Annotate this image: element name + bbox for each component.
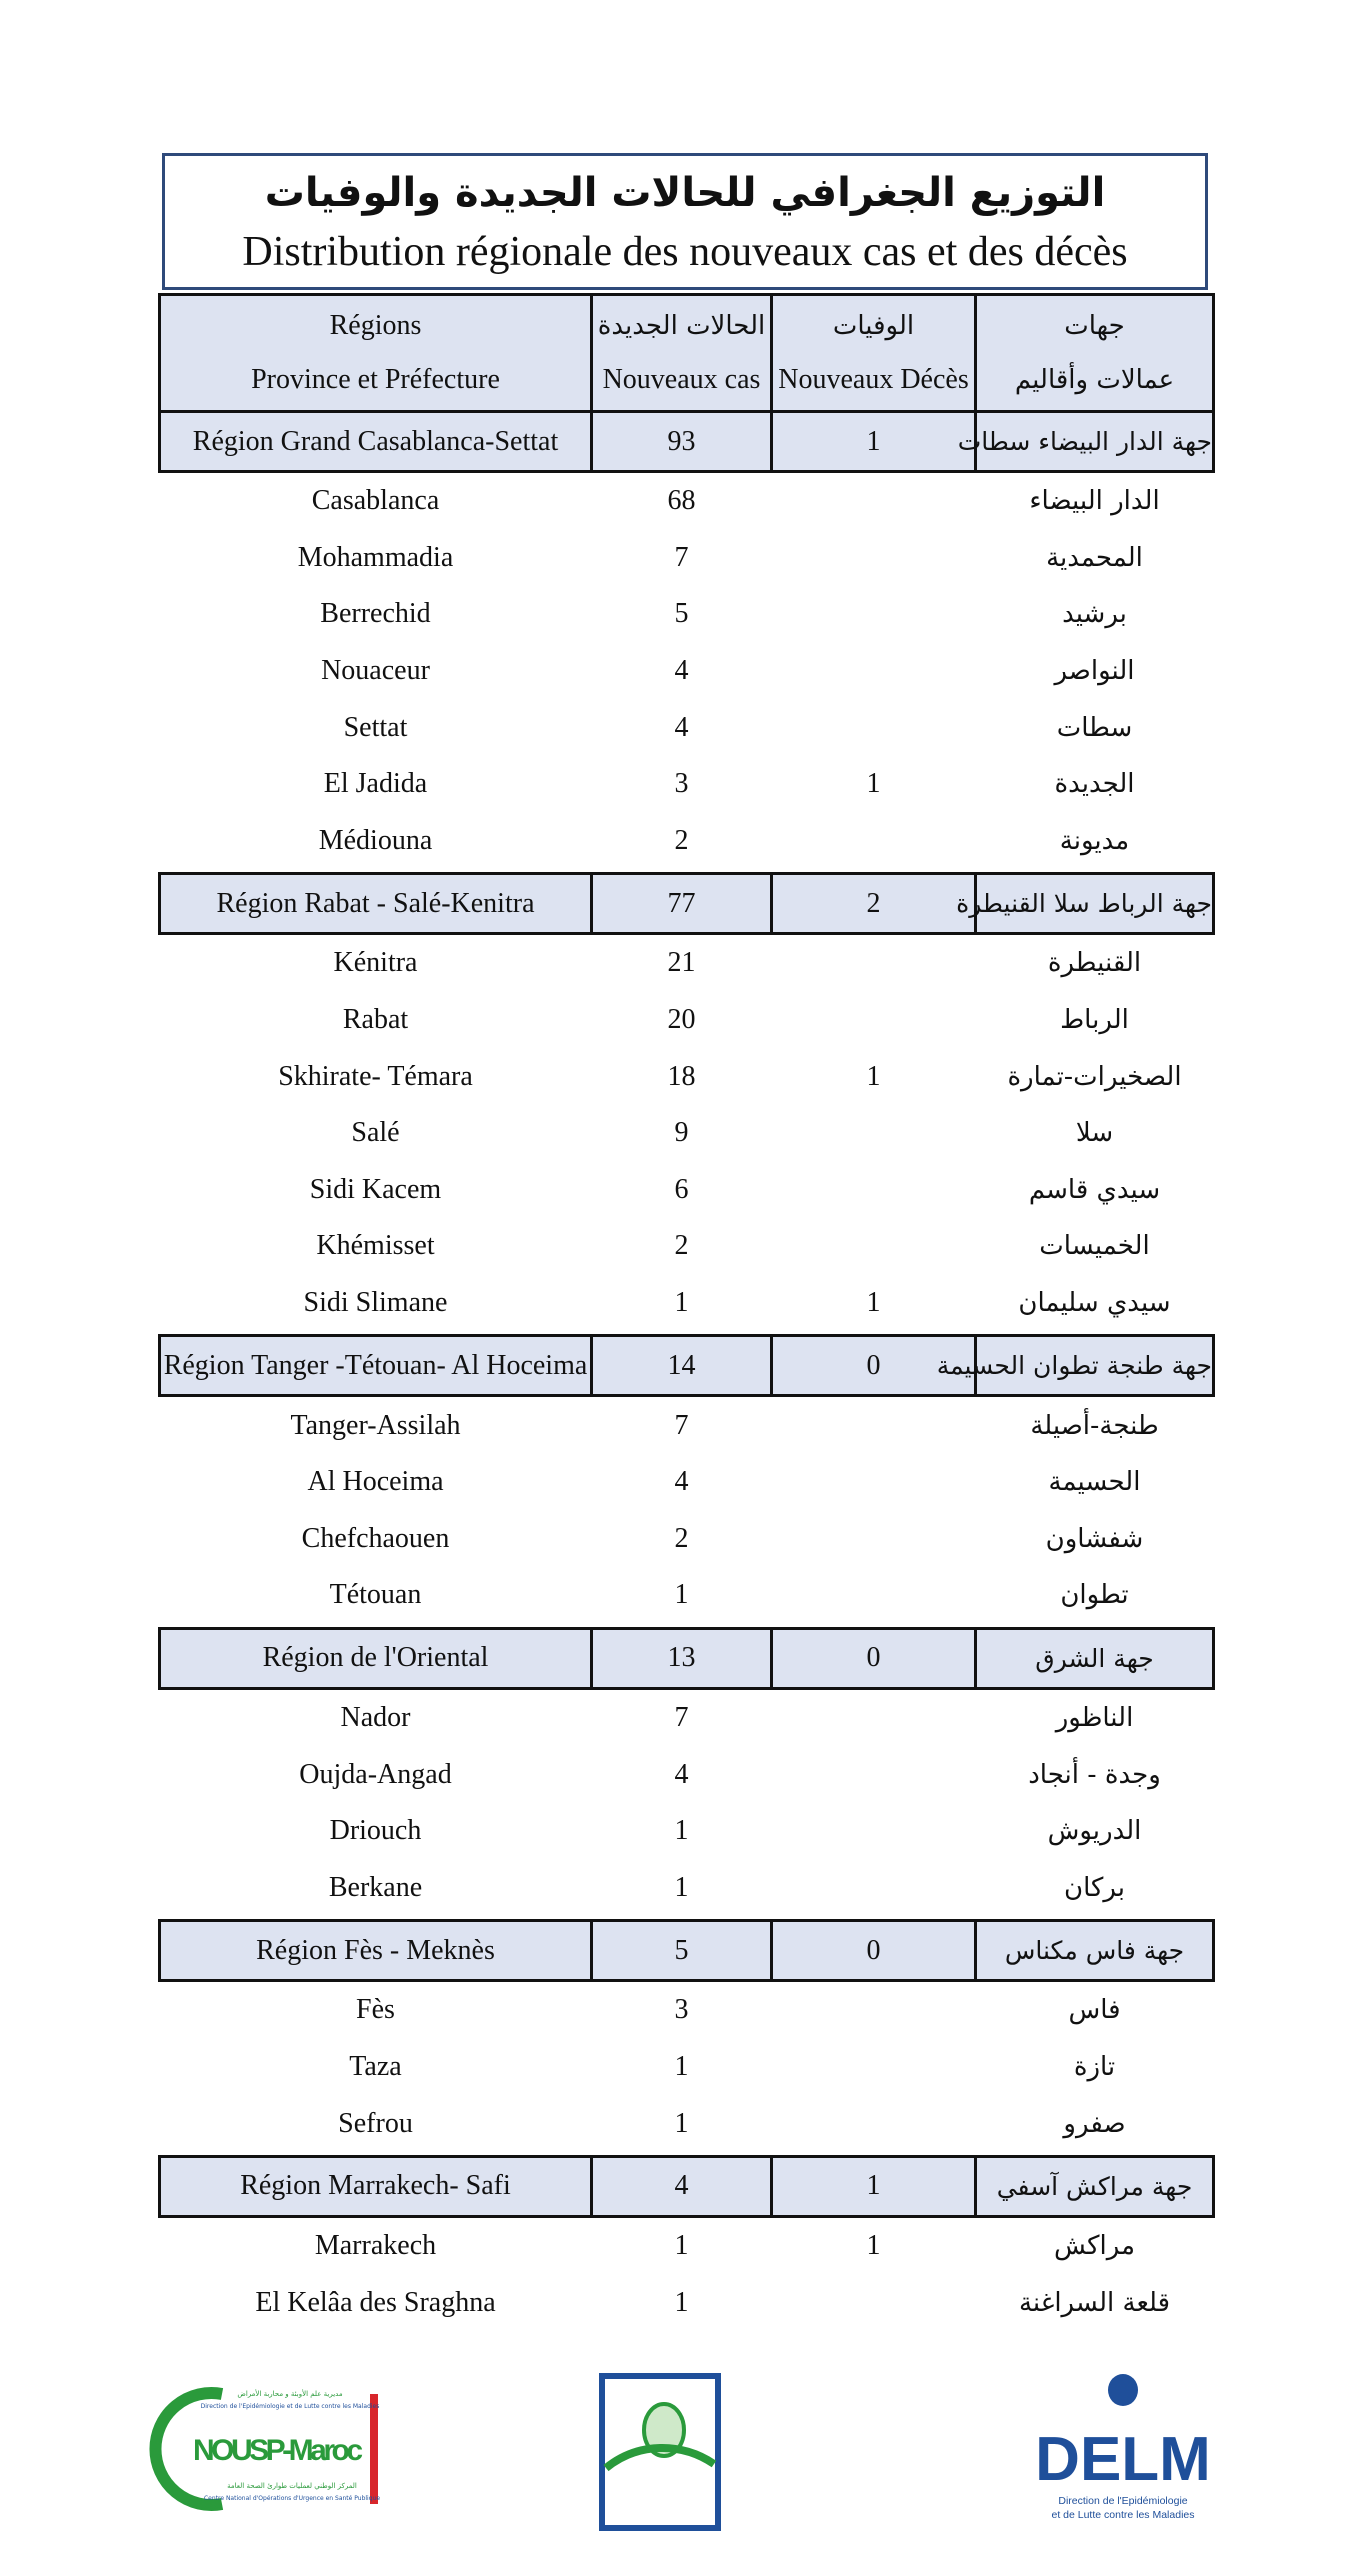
province-row (160, 934, 1214, 992)
province-name-fr: Tétouan (329, 1579, 422, 1611)
province-row (160, 1859, 1214, 1916)
province-new-cases: 9 (674, 1117, 689, 1149)
province-name-fr: El Jadida (323, 768, 428, 800)
header-new-deaths-fr: Nouveaux Décès (778, 364, 969, 395)
province-name-fr: Nador (340, 1701, 411, 1733)
province-name-ar: الناظور (1055, 1702, 1134, 1733)
province-row (160, 2216, 1214, 2274)
province-new-deaths (772, 2039, 976, 2096)
province-new-deaths (772, 2095, 976, 2152)
province-new-cases: 4 (674, 1758, 689, 1790)
province-row (160, 813, 1214, 870)
province-new-deaths (772, 1688, 976, 1746)
region-name-ar: جهة مراكش آسفي (976, 2156, 1214, 2216)
region-name-fr: Région Marrakech- Safi (160, 2156, 592, 2216)
table-header-row (160, 295, 1214, 412)
table-body (160, 412, 1214, 2332)
province-new-cases: 20 (667, 1004, 696, 1036)
province-new-cases: 1 (674, 1871, 689, 1903)
province-row (160, 1981, 1214, 2039)
region-new-deaths: 1 (772, 412, 976, 472)
region-name-fr: Région de l'Oriental (160, 1628, 592, 1688)
province-name-ar: الدار البيضاء (1029, 486, 1160, 517)
province-new-deaths: 1 (866, 768, 881, 800)
nousp-name: NOUSP-Maroc (193, 2434, 363, 2467)
province-name-fr: Khémisset (316, 1230, 435, 1262)
region-name-fr: Région Rabat - Salé-Kenitra (160, 874, 592, 934)
province-row (160, 530, 1214, 587)
title-box (162, 153, 1208, 290)
province-new-cases: 4 (674, 1466, 689, 1498)
province-row (160, 1162, 1214, 1219)
province-row (160, 992, 1214, 1049)
province-row (160, 2095, 1214, 2152)
province-name-ar: قلعة السراغنة (1018, 2287, 1171, 2318)
nousp-bottom-fr: Centre National d'Opérations d'Urgence en Santé Publique (203, 2495, 381, 2502)
province-new-cases: 7 (674, 1701, 689, 1733)
province-row (160, 1511, 1214, 1568)
province-name-ar: فاس (1068, 1995, 1121, 2026)
province-new-cases: 2 (674, 824, 689, 856)
province-new-deaths (772, 530, 976, 587)
province-name-ar: القنيطرة (1047, 948, 1142, 979)
province-new-cases: 1 (674, 2050, 689, 2082)
region-new-cases: 77 (592, 874, 772, 934)
title-french: Distribution régionale des nouveaux cas et des décès (242, 229, 1128, 275)
region-name-ar: جهة الشرق (976, 1628, 1214, 1688)
region-row (160, 874, 1214, 934)
region-row (160, 1628, 1214, 1688)
region-row (160, 1921, 1214, 1981)
province-new-cases: 1 (674, 2286, 689, 2318)
region-new-cases: 93 (592, 412, 772, 472)
province-name-ar: مديونة (1059, 825, 1130, 856)
province-new-deaths (772, 586, 976, 643)
province-row (160, 586, 1214, 643)
province-name-ar: الدريوش (1047, 1816, 1142, 1847)
header-regions-label: Régions (329, 310, 422, 341)
nousp-maroc-logo (170, 2380, 390, 2512)
province-row (160, 1275, 1214, 1332)
province-name-fr: Rabat (342, 1004, 409, 1036)
province-name-ar: المحمدية (1046, 542, 1143, 573)
province-name-fr: Marrakech (314, 2230, 437, 2262)
province-new-deaths (772, 1511, 976, 1568)
province-row (160, 699, 1214, 756)
province-name-fr: Salé (351, 1117, 400, 1149)
header-province-label: Province et Préfecture (251, 364, 500, 395)
province-new-deaths (772, 643, 976, 700)
province-name-fr: Al Hoceima (307, 1466, 444, 1498)
region-new-deaths: 0 (772, 1336, 976, 1396)
province-name-ar: برشيد (1062, 599, 1127, 630)
province-name-ar: الخميسات (1039, 1231, 1150, 1262)
region-name-ar: جهة الرباط سلا القنيطرة (976, 874, 1214, 934)
header-new-cases-fr: Nouveaux cas (602, 364, 761, 395)
province-name-ar: النواصر (1054, 656, 1135, 687)
province-row (160, 2039, 1214, 2096)
province-row (160, 1048, 1214, 1105)
province-new-deaths: 1 (866, 2230, 881, 2262)
province-name-ar: سلا (1075, 1118, 1114, 1149)
province-new-cases: 1 (674, 1815, 689, 1847)
province-new-deaths (772, 1218, 976, 1275)
header-regions-ar-line2: عمالات وأقاليم (1014, 365, 1175, 395)
header-regions (160, 295, 592, 412)
province-new-cases: 68 (667, 485, 696, 517)
province-row (160, 643, 1214, 700)
province-new-cases: 2 (674, 1230, 689, 1262)
region-new-deaths: 2 (772, 874, 976, 934)
region-name-fr: Région Tanger -Tétouan- Al Hoceima (160, 1336, 592, 1396)
province-row (160, 1746, 1214, 1803)
header-new-cases-ar: الحالات الجديدة (597, 311, 766, 341)
province-name-fr: Skhirate- Témara (278, 1060, 473, 1092)
province-new-deaths (772, 813, 976, 870)
region-row (160, 2156, 1214, 2216)
province-name-fr: Driouch (329, 1815, 422, 1847)
province-name-fr: Tanger-Assilah (290, 1409, 461, 1441)
province-name-fr: Médiouna (318, 824, 433, 856)
province-new-cases: 5 (674, 598, 689, 630)
province-name-ar: تطوان (1060, 1580, 1129, 1611)
province-new-deaths (772, 992, 976, 1049)
province-new-deaths (772, 1162, 976, 1219)
nousp-top-fr: Direction de l'Epidémiologie et de Lutte contre les Maladies (200, 2403, 380, 2410)
province-new-cases: 1 (674, 1579, 689, 1611)
province-name-ar: تازة (1073, 2051, 1116, 2082)
province-new-cases: 7 (674, 541, 689, 573)
province-name-ar: صفرو (1063, 2108, 1126, 2139)
province-new-cases: 4 (674, 655, 689, 687)
province-row (160, 1105, 1214, 1162)
province-name-ar: بركان (1064, 1872, 1125, 1903)
region-new-deaths: 0 (772, 1628, 976, 1688)
province-new-cases: 1 (674, 2230, 689, 2262)
province-row (160, 1454, 1214, 1511)
province-row (160, 1567, 1214, 1624)
region-name-fr: Région Grand Casablanca-Settat (160, 412, 592, 472)
region-row (160, 1336, 1214, 1396)
province-name-fr: Settat (343, 711, 408, 743)
health-ministry-emblem (598, 2372, 722, 2532)
province-new-cases: 3 (674, 1994, 689, 2026)
province-name-ar: سيدي سليمان (1018, 1288, 1171, 1319)
header-new-deaths (772, 295, 976, 412)
province-name-ar: مراكش (1053, 2231, 1136, 2262)
province-name-fr: Fès (356, 1994, 395, 2026)
region-new-cases: 5 (592, 1921, 772, 1981)
province-new-deaths (772, 1567, 976, 1624)
province-new-cases: 2 (674, 1522, 689, 1554)
province-name-fr: Casablanca (311, 485, 440, 517)
province-new-deaths (772, 1981, 976, 2039)
province-new-deaths: 1 (866, 1287, 881, 1319)
region-name-ar: جهة طنجة تطوان الحسيمة (976, 1336, 1214, 1396)
province-name-fr: Sidi Slimane (303, 1287, 448, 1319)
delm-line2: et de Lutte contre les Maladies (1051, 2509, 1195, 2521)
province-new-deaths (772, 699, 976, 756)
province-row (160, 1396, 1214, 1454)
province-name-fr: El Kelâa des Sraghna (255, 2286, 496, 2318)
province-name-fr: Taza (349, 2050, 402, 2082)
province-new-deaths (772, 472, 976, 530)
nousp-top-ar: مديرية علم الأوبئة و محاربة الأمراض (237, 2390, 343, 2398)
title-arabic: التوزيع الجغرافي للحالات الجديدة والوفيات (264, 170, 1106, 216)
province-new-cases: 6 (674, 1173, 689, 1205)
delm-logo (1035, 2368, 1211, 2538)
footer-logos (0, 2360, 1356, 2560)
province-row (160, 1218, 1214, 1275)
distribution-table (158, 293, 1215, 2331)
region-new-cases: 14 (592, 1336, 772, 1396)
region-new-deaths: 1 (772, 2156, 976, 2216)
province-name-fr: Oujda-Angad (299, 1758, 452, 1790)
province-new-cases: 21 (667, 947, 696, 979)
province-name-fr: Sefrou (338, 2107, 413, 2139)
province-row (160, 472, 1214, 530)
province-name-ar: سيدي قاسم (1028, 1174, 1161, 1205)
province-name-ar: سطات (1056, 712, 1133, 743)
province-row (160, 756, 1214, 813)
province-new-deaths (772, 1454, 976, 1511)
province-new-cases: 4 (674, 711, 689, 743)
province-new-cases: 7 (674, 1409, 689, 1441)
delm-head-icon (1108, 2374, 1138, 2406)
province-new-deaths: 1 (866, 1060, 881, 1092)
province-new-cases: 3 (674, 768, 689, 800)
province-new-deaths (772, 1396, 976, 1454)
province-row (160, 2274, 1214, 2331)
province-new-deaths (772, 1859, 976, 1916)
province-new-deaths (772, 1803, 976, 1860)
province-row (160, 1803, 1214, 1860)
province-new-deaths (772, 1746, 976, 1803)
province-new-deaths (772, 2274, 976, 2331)
province-name-fr: Sidi Kacem (309, 1173, 442, 1205)
province-name-ar: الرباط (1060, 1005, 1129, 1036)
province-row (160, 1688, 1214, 1746)
province-new-cases: 1 (674, 1287, 689, 1319)
province-name-ar: الحسيمة (1048, 1467, 1141, 1498)
province-name-ar: شفشاون (1045, 1523, 1144, 1554)
header-new-cases (592, 295, 772, 412)
region-row (160, 412, 1214, 472)
region-new-deaths: 0 (772, 1921, 976, 1981)
nousp-bottom-ar: المركز الوطني لعمليات طوارئ الصحة العامة (227, 2482, 357, 2490)
province-name-ar: الصخيرات-تمارة (1007, 1061, 1182, 1092)
province-new-cases: 18 (667, 1060, 696, 1092)
province-new-deaths (772, 1105, 976, 1162)
region-new-cases: 13 (592, 1628, 772, 1688)
header-new-deaths-ar: الوفيات (832, 311, 915, 341)
province-name-fr: Kénitra (333, 947, 418, 979)
province-name-fr: Nouaceur (321, 655, 430, 687)
province-name-fr: Chefchaouen (301, 1522, 450, 1554)
region-new-cases: 4 (592, 2156, 772, 2216)
header-regions-ar (976, 295, 1214, 412)
region-name-ar: جهة فاس مكناس (976, 1921, 1214, 1981)
province-name-ar: وجدة - أنجاد (1028, 1759, 1161, 1790)
delm-name: DELM (1035, 2425, 1211, 2494)
header-regions-ar-line1: جهات (1064, 311, 1125, 341)
province-name-ar: الجديدة (1054, 769, 1135, 800)
province-name-fr: Berrechid (320, 598, 431, 630)
province-new-deaths (772, 934, 976, 992)
region-name-fr: Région Fès - Meknès (160, 1921, 592, 1981)
province-name-fr: Mohammadia (297, 541, 454, 573)
region-name-ar: جهة الدار البيضاء سطات (976, 412, 1214, 472)
delm-line1: Direction de l'Epidémiologie (1058, 2495, 1188, 2507)
province-new-cases: 1 (674, 2107, 689, 2139)
province-name-fr: Berkane (328, 1871, 423, 1903)
province-name-ar: طنجة-أصيلة (1030, 1410, 1159, 1441)
